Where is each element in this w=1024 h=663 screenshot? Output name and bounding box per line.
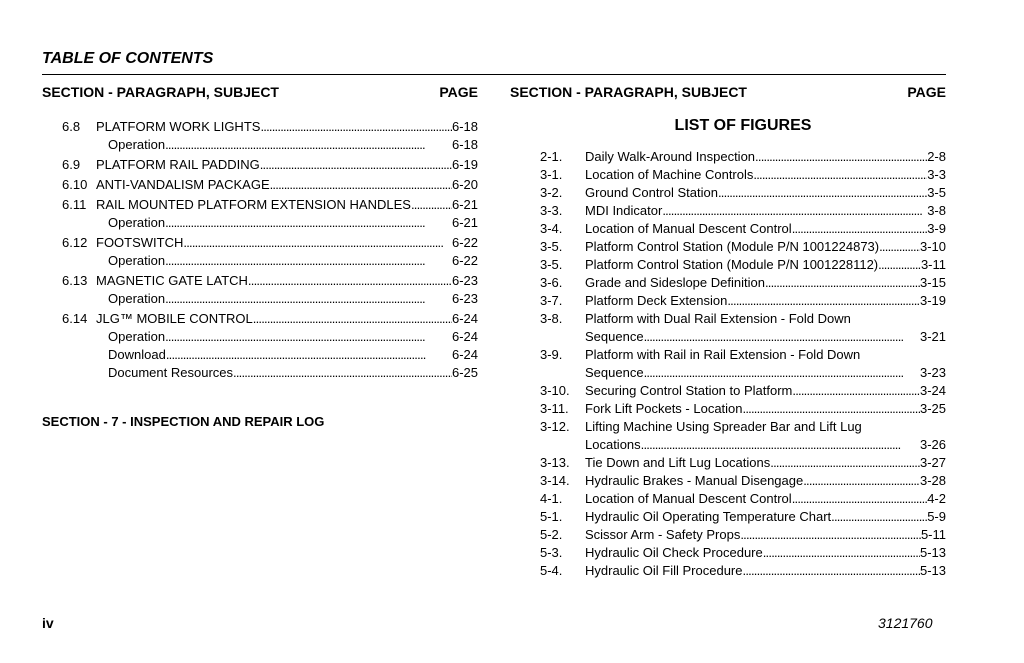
figure-entry-title: Sequence (585, 329, 644, 344)
right-column-subject-heading: SECTION - PARAGRAPH, SUBJECT (510, 84, 747, 100)
toc-entry[interactable] (62, 328, 478, 346)
leader-dots (165, 136, 452, 154)
leader-dots (743, 400, 920, 418)
figure-entry[interactable] (540, 328, 946, 346)
figure-entry-title: Platform with Rail in Rail Extension - Fold Down (585, 347, 861, 362)
figure-entry-number: 3-12. (540, 419, 570, 434)
figure-entry-page: 3-28 (919, 473, 946, 488)
toc-entry-title: Download (108, 347, 166, 362)
toc-entry[interactable] (62, 310, 478, 328)
figure-entry-number: 3-9. (540, 347, 563, 362)
toc-entry-page: 6-22 (451, 253, 478, 268)
page-title: TABLE OF CONTENTS (42, 50, 214, 67)
figure-entry[interactable] (540, 472, 946, 490)
figure-entry[interactable] (540, 382, 946, 400)
leader-dots (165, 328, 452, 346)
figure-entry-title: Location of Manual Descent Control (585, 221, 792, 236)
toc-entry[interactable] (62, 290, 478, 308)
figure-entry-title: Platform Control Station (Module P/N 1001224873) (585, 239, 880, 254)
leader-dots (763, 544, 920, 562)
list-of-figures-title: LIST OF FIGURES (674, 117, 812, 134)
figure-entry[interactable] (540, 256, 946, 274)
leader-dots (803, 472, 920, 490)
toc-entry-number: 6.12 (62, 235, 88, 250)
figure-entry-page: 5-13 (919, 563, 946, 578)
leader-dots (166, 346, 452, 364)
toc-entry-page: 6-25 (451, 365, 478, 380)
figure-entry[interactable] (540, 364, 946, 382)
toc-entry-page: 6-23 (451, 273, 478, 288)
leader-line (585, 346, 946, 364)
figure-entry-title: Hydraulic Oil Operating Temperature Chart (585, 509, 832, 524)
leader-line (585, 148, 946, 166)
toc-entry-page: 6-24 (451, 347, 478, 362)
leader-dots (644, 364, 920, 382)
leader-line (585, 472, 946, 490)
leader-line (96, 310, 478, 328)
leader-line (585, 166, 946, 184)
leader-dots (165, 252, 452, 270)
toc-entry-title: PLATFORM RAIL PADDING (96, 157, 260, 172)
figure-entry-page: 5-11 (920, 527, 946, 542)
toc-entry[interactable] (62, 252, 478, 270)
figure-entry[interactable] (540, 454, 946, 472)
figure-entry-number: 5-1. (540, 509, 563, 524)
toc-entry[interactable] (62, 176, 478, 194)
figure-entry-page: 3-3 (927, 167, 946, 182)
figure-entry-number: 3-11. (540, 401, 569, 416)
leader-line (96, 196, 478, 214)
leader-dots (260, 156, 452, 174)
figure-entry-title: Hydraulic Oil Check Procedure (585, 545, 763, 560)
leader-line (108, 136, 478, 154)
leader-dots (792, 490, 928, 508)
figure-entry[interactable] (540, 436, 946, 454)
toc-entry[interactable] (62, 272, 478, 290)
figure-entry-title: Location of Machine Controls (585, 167, 754, 182)
figure-entry-title: Hydraulic Brakes - Manual Disengage (585, 473, 804, 488)
figure-entry-number: 2-1. (540, 149, 563, 164)
toc-entry-page: 6-24 (451, 329, 478, 344)
figure-entry[interactable] (540, 400, 946, 418)
leader-line (585, 256, 946, 274)
figure-entry[interactable] (540, 292, 946, 310)
footer-doc-number: 3121760 (878, 615, 933, 631)
figure-entry-title: Hydraulic Oil Fill Procedure (585, 563, 743, 578)
figure-entry-title: Ground Control Station (585, 185, 718, 200)
figure-entry-number: 5-3. (540, 545, 563, 560)
toc-entry-title: MAGNETIC GATE LATCH (96, 273, 248, 288)
figure-entry-page: 3-15 (919, 275, 946, 290)
figure-entry[interactable] (540, 148, 946, 166)
leader-dots (270, 176, 452, 194)
figure-entry-page: 5-9 (927, 509, 946, 524)
leader-dots (792, 220, 928, 238)
leader-dots (765, 274, 920, 292)
leader-line (108, 346, 478, 364)
leader-dots (753, 166, 927, 184)
toc-entry-title: Document Resources (108, 365, 233, 380)
toc-entry[interactable] (62, 364, 478, 382)
figure-entry-number: 3-5. (540, 257, 563, 272)
figure-entry-title: Sequence (585, 365, 644, 380)
leader-line (585, 364, 946, 382)
leader-line (585, 454, 946, 472)
figure-entry-number: 3-1. (540, 167, 563, 182)
figure-entry-title: Platform Deck Extension (585, 293, 728, 308)
toc-entry-page: 6-21 (451, 215, 478, 230)
figure-entry-page: 3-27 (919, 455, 946, 470)
leader-dots (233, 364, 452, 382)
leader-line (96, 176, 478, 194)
toc-entry[interactable] (62, 156, 478, 174)
figure-entry-page: 3-25 (919, 401, 946, 416)
figure-entry-page: 2-8 (927, 149, 946, 164)
leader-line (585, 184, 946, 202)
leader-dots (641, 436, 920, 454)
toc-entry[interactable] (62, 196, 478, 214)
leader-line (585, 292, 946, 310)
leader-line (108, 214, 478, 232)
leader-line (108, 290, 478, 308)
figure-entry[interactable] (540, 220, 946, 238)
leader-line (96, 156, 478, 174)
toc-left-list (62, 118, 478, 382)
leader-line (585, 238, 946, 256)
toc-entry[interactable] (62, 118, 478, 136)
leader-dots (662, 202, 927, 220)
leader-dots (644, 328, 920, 346)
left-column-page-heading: PAGE (439, 84, 478, 100)
toc-entry-title: PLATFORM WORK LIGHTS (96, 119, 261, 134)
figure-entry-number: 5-2. (540, 527, 563, 542)
figure-entry-number: 3-13. (540, 455, 570, 470)
leader-line (585, 274, 946, 292)
figure-entry[interactable] (540, 418, 946, 436)
figure-entry-page: 3-26 (919, 437, 946, 452)
leader-line (585, 526, 946, 544)
figure-entry-page: 3-5 (927, 185, 946, 200)
figure-entry-number: 3-4. (540, 221, 563, 236)
figure-entry[interactable] (540, 238, 946, 256)
leader-dots (792, 382, 920, 400)
figure-entry-number: 3-3. (540, 203, 563, 218)
figure-entry-number: 3-10. (540, 383, 570, 398)
toc-entry-number: 6.13 (62, 273, 88, 288)
leader-dots (165, 290, 452, 308)
leader-line (96, 234, 478, 252)
toc-entry-title: FOOTSWITCH (96, 235, 184, 250)
figure-entry-number: 3-8. (540, 311, 563, 326)
footer-page-number: iv (42, 615, 54, 631)
figure-entry[interactable] (540, 346, 946, 364)
toc-entry-page: 6-19 (451, 157, 478, 172)
figure-entry-page: 3-9 (927, 221, 946, 236)
leader-line (585, 202, 946, 220)
figure-entry-page: 3-24 (919, 383, 946, 398)
leader-line (585, 382, 946, 400)
toc-entry-title: Operation (108, 291, 166, 306)
leader-line (585, 310, 946, 328)
figure-entry-page: 3-23 (919, 365, 946, 380)
toc-entry-page: 6-18 (451, 137, 478, 152)
figure-entry[interactable] (540, 508, 946, 526)
toc-entry-number: 6.11 (62, 197, 87, 212)
toc-entry-title: RAIL MOUNTED PLATFORM EXTENSION HANDLES (96, 197, 411, 212)
toc-entry-page: 6-23 (451, 291, 478, 306)
figure-entry[interactable] (540, 562, 946, 580)
toc-entry-page: 6-24 (451, 311, 478, 326)
figure-entry-page: 3-8 (927, 203, 946, 218)
leader-dots (727, 292, 920, 310)
figure-entry-number: 4-1. (540, 491, 563, 506)
leader-line (585, 490, 946, 508)
figure-entry-title: Scissor Arm - Safety Props (585, 527, 741, 542)
figure-entry[interactable] (540, 490, 946, 508)
leader-line (108, 328, 478, 346)
leader-dots (260, 118, 452, 136)
right-column-page-heading: PAGE (907, 84, 946, 100)
left-column-subject-heading: SECTION - PARAGRAPH, SUBJECT (42, 84, 279, 100)
leader-line (96, 272, 478, 290)
figure-entry-title: Locations (585, 437, 641, 452)
figure-entry-page: 3-19 (919, 293, 946, 308)
leader-dots (743, 562, 920, 580)
figure-entry-page: 5-13 (919, 545, 946, 560)
toc-entry-title: Operation (108, 137, 166, 152)
toc-entry-title: Operation (108, 215, 166, 230)
figure-entry-page: 3-11 (920, 257, 946, 272)
leader-dots (878, 256, 921, 274)
figure-entry[interactable] (540, 274, 946, 292)
leader-dots (831, 508, 927, 526)
figure-entry-title: Fork Lift Pockets - Location (585, 401, 743, 416)
leader-dots (253, 310, 452, 328)
figure-entry[interactable] (540, 544, 946, 562)
toc-entry-number: 6.8 (62, 119, 81, 134)
leader-dots (165, 214, 452, 232)
figure-entry-title: MDI Indicator (585, 203, 663, 218)
figures-list (540, 148, 946, 580)
toc-entry[interactable] (62, 214, 478, 232)
left-column-header (42, 84, 478, 100)
figure-entry-title: Daily Walk-Around Inspection (585, 149, 756, 164)
figure-entry-title: Platform Control Station (Module P/N 1001228112) (585, 257, 879, 272)
toc-entry[interactable] (62, 346, 478, 364)
section-7-heading[interactable]: SECTION - 7 - INSPECTION AND REPAIR LOG (42, 414, 325, 429)
figure-entry-title: Tie Down and Lift Lug Locations (585, 455, 771, 470)
figure-entry-page: 3-21 (919, 329, 946, 344)
leader-dots (755, 148, 927, 166)
leader-line (585, 508, 946, 526)
leader-line (585, 544, 946, 562)
toc-entry-page: 6-18 (451, 119, 478, 134)
figure-entry-title: Securing Control Station to Platform (585, 383, 793, 398)
toc-entry-number: 6.10 (62, 177, 88, 192)
figure-entry[interactable] (540, 526, 946, 544)
toc-entry-page: 6-20 (451, 177, 478, 192)
figure-entry-number: 3-6. (540, 275, 563, 290)
toc-entry[interactable] (62, 234, 478, 252)
figure-entry-title: Grade and Sideslope Definition (585, 275, 765, 290)
leader-line (585, 436, 946, 454)
leader-dots (718, 184, 927, 202)
toc-entry-title: ANTI-VANDALISM PACKAGE (96, 177, 270, 192)
leader-dots (879, 238, 920, 256)
toc-entry-title: JLG™ MOBILE CONTROL (96, 311, 253, 326)
figure-entry-title: Lifting Machine Using Spreader Bar and Lift Lug (585, 419, 862, 434)
toc-entry-number: 6.14 (62, 311, 88, 326)
toc-entry[interactable] (62, 136, 478, 154)
leader-line (108, 252, 478, 270)
toc-entry-page: 6-22 (451, 235, 478, 250)
toc-entry-number: 6.9 (62, 157, 81, 172)
figure-entry-number: 3-2. (540, 185, 563, 200)
toc-entry-title: Operation (108, 253, 166, 268)
leader-dots (770, 454, 920, 472)
figure-entry-number: 3-7. (540, 293, 563, 308)
leader-line (585, 418, 946, 436)
toc-entry-page: 6-21 (451, 197, 478, 212)
leader-dots (183, 234, 452, 252)
leader-dots (248, 272, 452, 290)
figure-entry[interactable] (540, 310, 946, 328)
figure-entry-number: 5-4. (540, 563, 563, 578)
leader-dots (411, 196, 452, 214)
figure-entry-page: 3-10 (919, 239, 946, 254)
leader-line (585, 562, 946, 580)
figure-entry-title: Platform with Dual Rail Extension - Fold Down (585, 311, 851, 326)
figure-entry-number: 3-5. (540, 239, 563, 254)
toc-entry-title: Operation (108, 329, 166, 344)
leader-dots (740, 526, 921, 544)
figure-entry[interactable] (540, 166, 946, 184)
figure-entry-title: Location of Manual Descent Control (585, 491, 792, 506)
figure-entry-page: 4-2 (927, 491, 946, 506)
leader-line (96, 118, 478, 136)
leader-line (108, 364, 478, 382)
leader-line (585, 400, 946, 418)
leader-line (585, 328, 946, 346)
figure-entry-number: 3-14. (540, 473, 570, 488)
figure-entry[interactable] (540, 202, 946, 220)
figure-entry[interactable] (540, 184, 946, 202)
header-rule (42, 74, 946, 75)
right-column-header (510, 84, 946, 100)
leader-line (585, 220, 946, 238)
